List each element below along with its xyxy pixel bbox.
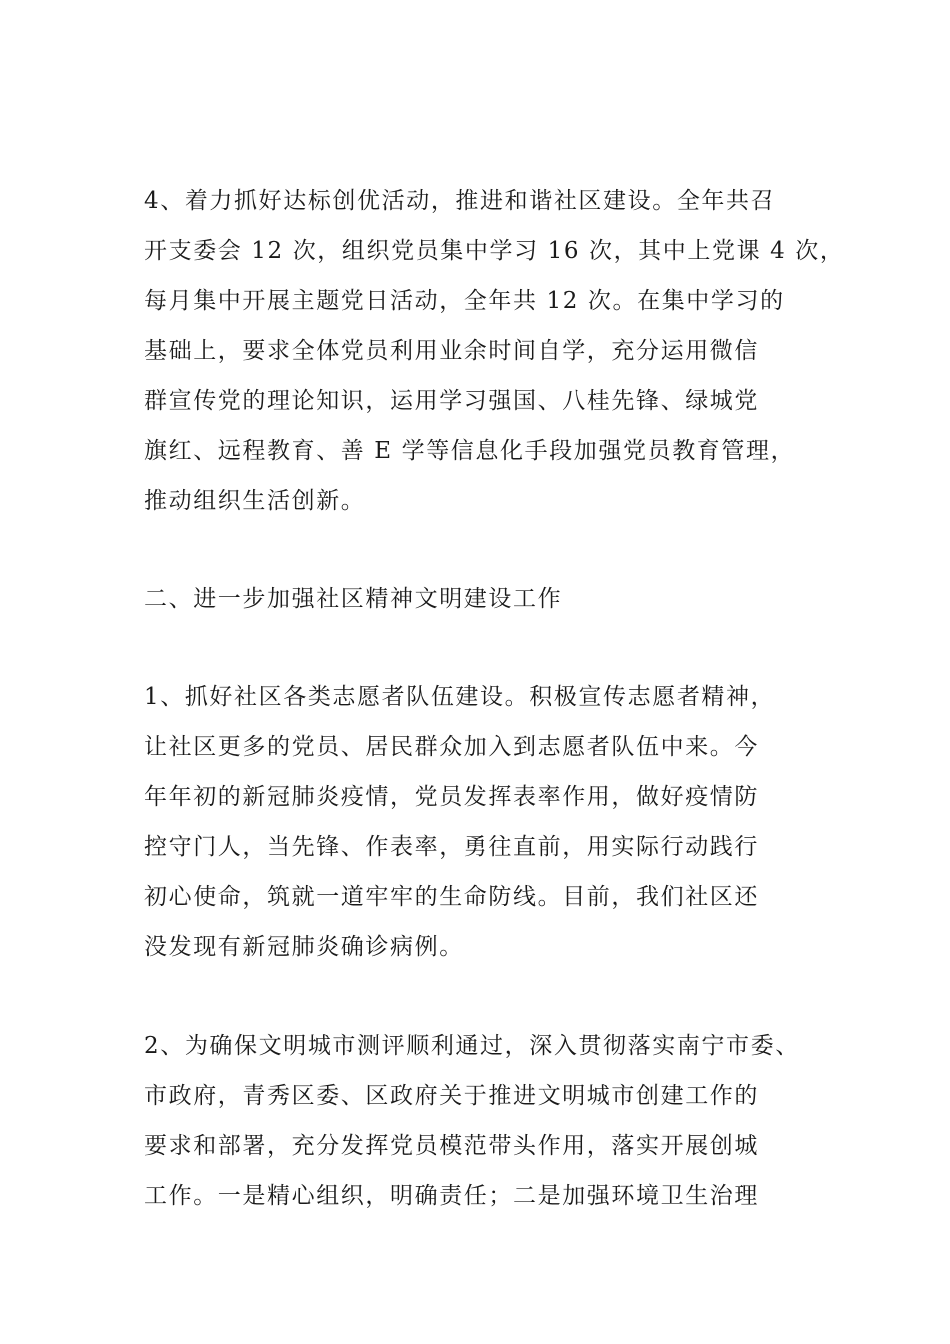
paragraph-1-line-1: 4、着力抓好达标创优活动，推进和谐社区建设。全年共召 [144, 188, 776, 214]
paragraph-3-line-2: 市政府，青秀区委、区政府关于推进文明城市创建工作的 [144, 1083, 759, 1109]
paragraph-3-line-4: 工作。一是精心组织，明确责任；二是加强环境卫生治理 [144, 1183, 759, 1209]
paragraph-1-line-2: 开支委会 12 次，组织党员集中学习 16 次，其中上党课 4 次， [144, 238, 845, 264]
paragraph-1-line-4: 基础上，要求全体党员利用业余时间自学，充分运用微信 [144, 338, 759, 364]
paragraph-1-line-5: 群宣传党的理论知识，运用学习强国、八桂先锋、绿城党 [144, 388, 759, 414]
paragraph-2-line-5: 初心使命，筑就一道牢牢的生命防线。目前，我们社区还 [144, 884, 759, 910]
paragraph-2-line-4: 控守门人，当先锋、作表率，勇往直前，用实际行动践行 [144, 834, 759, 860]
paragraph-2-line-6: 没发现有新冠肺炎确诊病例。 [144, 934, 464, 960]
paragraph-2-line-2: 让社区更多的党员、居民群众加入到志愿者队伍中来。今 [144, 734, 759, 760]
paragraph-3-line-1: 2、为确保文明城市测评顺利通过，深入贯彻落实南宁市委、 [144, 1033, 800, 1059]
paragraph-1-line-7: 推动组织生活创新。 [144, 488, 366, 514]
paragraph-1-line-6: 旗红、远程教育、善 E 学等信息化手段加强党员教育管理， [144, 438, 796, 464]
paragraph-2-line-3: 年年初的新冠肺炎疫情，党员发挥表率作用，做好疫情防 [144, 784, 759, 810]
paragraph-1-line-3: 每月集中开展主题党日活动，全年共 12 次。在集中学习的 [144, 288, 785, 314]
section-heading: 二、进一步加强社区精神文明建设工作 [144, 586, 563, 612]
paragraph-2-line-1: 1、抓好社区各类志愿者队伍建设。积极宣传志愿者精神， [144, 684, 776, 710]
paragraph-3-line-3: 要求和部署，充分发挥党员模范带头作用，落实开展创城 [144, 1133, 759, 1159]
